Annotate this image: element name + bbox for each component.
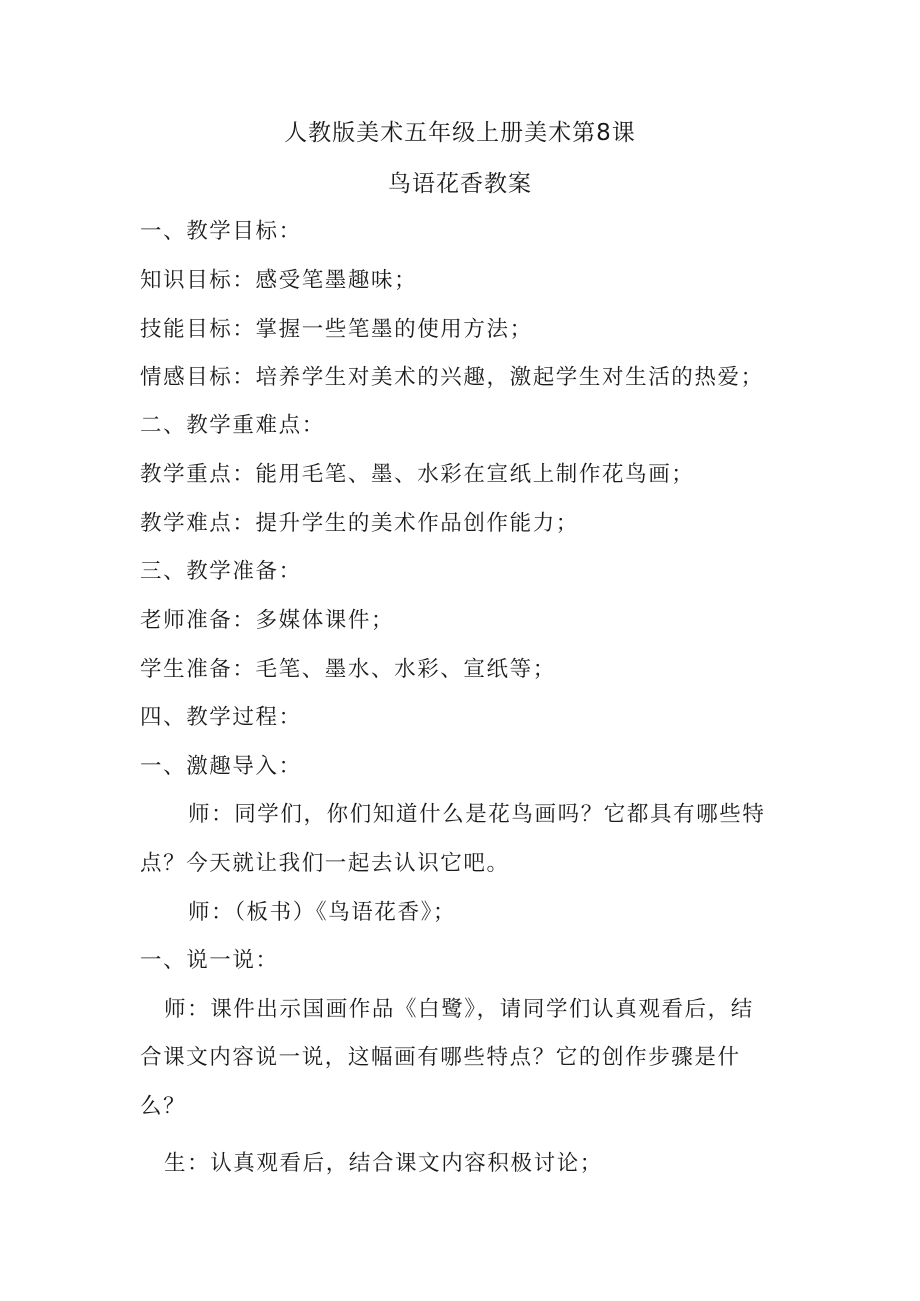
teacher-preparation: 老师准备：多媒体课件；: [140, 608, 395, 633]
intro-board-writing: 师：（板书）《鸟语花香》；: [188, 900, 457, 925]
section-heading-process: 四、教学过程：: [140, 705, 302, 730]
talk-paragraph-line1: 师：课件出示国画作品《白鹭》，请同学们认真观看后，结: [164, 997, 754, 1022]
document-subtitle: 鸟语花香教案: [388, 171, 532, 197]
key-point: 教学重点：能用毛笔、墨、水彩在宣纸上制作花鸟画；: [140, 462, 695, 487]
subsection-heading-intro: 一、激趣导入：: [140, 754, 302, 779]
objective-skill: 技能目标：掌握一些笔墨的使用方法；: [140, 317, 533, 342]
intro-paragraph-line1: 师：同学们，你们知道什么是花鸟画吗？它都具有哪些特: [188, 802, 766, 827]
section-heading-preparation: 三、教学准备：: [140, 559, 302, 584]
student-preparation: 学生准备：毛笔、墨水、水彩、宣纸等；: [140, 657, 556, 682]
section-heading-key-points: 二、教学重难点：: [140, 413, 325, 438]
document-title: 人教版美术五年级上册美术第8课: [284, 120, 636, 146]
talk-paragraph-line2: 合课文内容说一说，这幅画有哪些特点？它的创作步骤是什: [140, 1045, 741, 1070]
subsection-heading-talk: 一、说一说：: [140, 948, 279, 973]
intro-paragraph-line2: 点？今天就让我们一起去认识它吧。: [140, 851, 510, 876]
objective-knowledge: 知识目标：感受笔墨趣味；: [140, 268, 418, 293]
difficult-point: 教学难点：提升学生的美术作品创作能力；: [140, 511, 579, 536]
section-heading-objectives: 一、教学目标：: [140, 219, 302, 244]
objective-emotion: 情感目标：培养学生对美术的兴趣，激起学生对生活的热爱；: [140, 365, 764, 390]
student-response: 生：认真观看后，结合课文内容积极讨论；: [164, 1151, 603, 1176]
talk-paragraph-line3: 么？: [140, 1094, 187, 1119]
